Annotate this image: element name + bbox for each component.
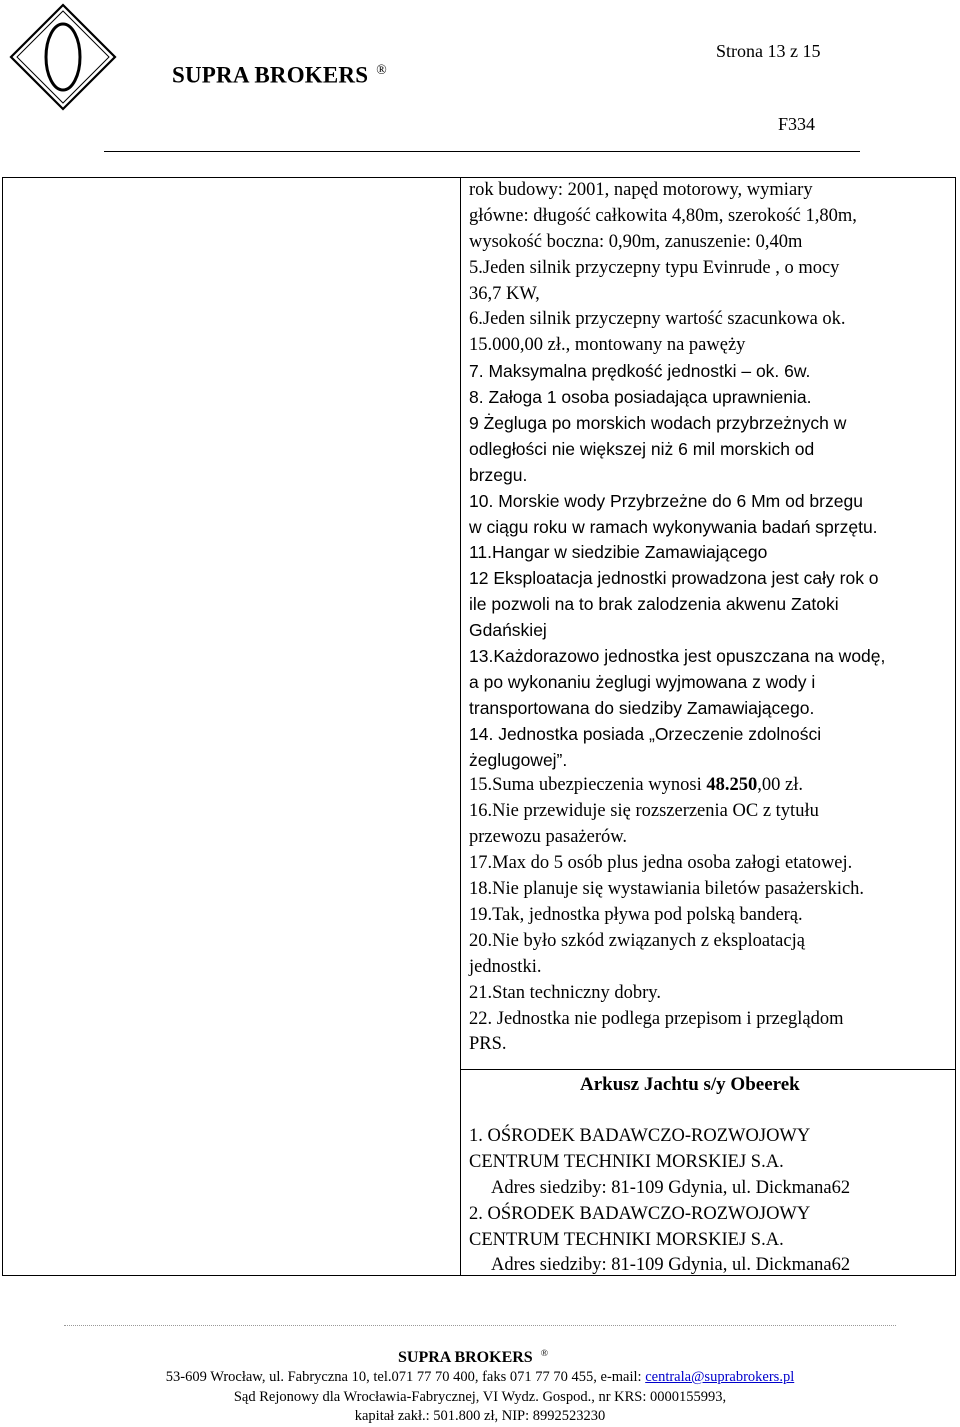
body-line-text: jednostki. bbox=[469, 956, 542, 977]
body-line-text: brzegu. bbox=[469, 464, 528, 485]
arkusz-line: Adres siedziby: 81-109 Gdynia, ul. Dickmana62 bbox=[491, 1177, 851, 1198]
body-line-text: a po wykonaniu żeglugi wyjmowana z wody i bbox=[469, 671, 816, 692]
table-column-divider bbox=[460, 177, 461, 1276]
body-line bbox=[469, 385, 949, 411]
body-line bbox=[469, 955, 949, 981]
body-line-text: 14. Jednostka posiada „Orzeczenie zdolności bbox=[469, 723, 822, 744]
body-line bbox=[469, 411, 949, 437]
body-line-text: 19.Tak, jednostka pływa pod polską banderą. bbox=[469, 904, 803, 925]
body-line bbox=[469, 230, 949, 256]
body-line-text: odległości nie większej niż 6 mil morskich od bbox=[469, 438, 815, 459]
table-row-divider bbox=[460, 1069, 956, 1070]
arkusz-line: CENTRUM TECHNIKI MORSKIEJ S.A. bbox=[469, 1151, 784, 1172]
body-line bbox=[469, 592, 949, 618]
registered-mark: ® bbox=[376, 62, 387, 77]
body-line bbox=[469, 722, 949, 748]
body-line bbox=[469, 851, 949, 877]
body-line-text: 6.Jeden silnik przyczepny wartość szacunkowa ok. bbox=[469, 309, 846, 330]
body-line-text: w ciągu roku w ramach wykonywania badań sprzętu. bbox=[469, 516, 878, 537]
body-line-text: wysokość boczna: 0,90m, zanuszenie: 0,40m bbox=[469, 231, 803, 252]
vessel-description bbox=[469, 178, 949, 1058]
body-line-text: żeglugowej”. bbox=[469, 749, 568, 770]
body-line-text: 16.Nie przewiduje się rozszerzenia OC z tytułu bbox=[469, 801, 819, 822]
body-line-text: 22. Jednostka nie podlega przepisom i przeglądom bbox=[469, 1008, 844, 1029]
page-number: Strona 13 z 15 bbox=[716, 41, 821, 61]
arkusz-line: CENTRUM TECHNIKI MORSKIEJ S.A. bbox=[469, 1229, 784, 1250]
body-line bbox=[469, 437, 949, 463]
body-line-text: 12 Eksploatacja jednostki prowadzona jest cały rok o bbox=[469, 568, 879, 589]
arkusz-title: Arkusz Jachtu s/y Obeerek bbox=[580, 1074, 800, 1095]
body-line bbox=[469, 618, 949, 644]
header-divider bbox=[104, 151, 860, 152]
footer-address-line: 53-609 Wrocław, ul. Fabryczna 10, tel.071 77 70 400, faks 071 77 70 455, e-mail: centrala@suprabrokers.pl bbox=[165, 1369, 795, 1385]
body-line-text: przewozu pasażerów. bbox=[469, 827, 628, 848]
body-line-text: rok budowy: 2001, napęd motorowy, wymiary bbox=[469, 180, 813, 200]
body-line-text: ile pozwoli na to brak zalodzenia akwenu Zatoki bbox=[469, 594, 839, 615]
body-line bbox=[469, 566, 949, 592]
body-line bbox=[469, 981, 949, 1007]
body-line bbox=[469, 359, 949, 385]
body-line bbox=[469, 748, 949, 774]
body-line bbox=[469, 670, 949, 696]
body-line-text: 9 Żegluga po morskich wodach przybrzeżnych w bbox=[469, 413, 847, 434]
body-line bbox=[469, 178, 949, 204]
body-line-text: PRS. bbox=[469, 1034, 507, 1055]
body-line-text: 11.Hangar w siedzibie Zamawiającego bbox=[469, 542, 768, 563]
email-link[interactable]: centrala@suprabrokers.pl bbox=[645, 1369, 795, 1385]
body-line-text: 8. Załoga 1 osoba posiadająca uprawnienia. bbox=[469, 387, 812, 408]
body-line-text: 36,7 KW, bbox=[469, 283, 540, 304]
body-line-text: 13.Każdorazowo jednostka jest opuszczana na wodę, bbox=[469, 646, 886, 667]
body-line-text: 7. Maksymalna prędkość jednostki – ok. 6w. bbox=[469, 361, 811, 382]
body-line-text: transportowana do siedziby Zamawiającego. bbox=[469, 697, 815, 718]
body-line bbox=[469, 204, 949, 230]
body-line bbox=[469, 773, 949, 799]
body-line-text: 21.Stan techniczny dobry. bbox=[469, 982, 661, 1003]
body-line bbox=[469, 307, 949, 333]
footer-divider bbox=[64, 1325, 896, 1326]
body-line-text: 10. Morskie wody Przybrzeżne do 6 Mm od brzegu bbox=[469, 490, 863, 511]
footer-registered-mark: ® bbox=[540, 1348, 548, 1359]
body-line bbox=[469, 256, 949, 282]
body-line bbox=[469, 644, 949, 670]
diamond-zero-logo-icon bbox=[8, 2, 118, 112]
body-line-text: 15.Suma ubezpieczenia wynosi bbox=[469, 775, 707, 796]
body-line bbox=[469, 1032, 949, 1058]
body-line-text: 17.Max do 5 osób plus jedna osoba załogi etatowej. bbox=[469, 853, 853, 874]
arkusz-line: 2. OŚRODEK BADAWCZO-ROZWOJOWY bbox=[469, 1203, 811, 1224]
sum-insured-value: 48.250 bbox=[706, 775, 758, 796]
footer-court-line: Sąd Rejonowy dla Wrocławia-Fabrycznej, VI Wydz. Gospod., nr KRS: 0000155993, bbox=[233, 1388, 727, 1405]
body-line-text: główne: długość całkowita 4,80m, szerokość 1,80m, bbox=[469, 205, 857, 226]
footer-capital-line: kapitał zakł.: 501.800 zł, NIP: 8992523230 bbox=[354, 1408, 606, 1424]
body-line bbox=[469, 877, 949, 903]
body-line bbox=[469, 489, 949, 515]
body-line bbox=[469, 1007, 949, 1033]
body-line bbox=[469, 825, 949, 851]
body-line-text: Gdańskiej bbox=[469, 620, 547, 641]
body-line bbox=[469, 333, 949, 359]
body-line bbox=[469, 696, 949, 722]
arkusz-line: 1. OŚRODEK BADAWCZO-ROZWOJOWY bbox=[469, 1126, 811, 1146]
body-line bbox=[469, 903, 949, 929]
body-line-text: 5.Jeden silnik przyczepny typu Evinrude , o mocy bbox=[469, 257, 840, 278]
footer-contact bbox=[0, 1368, 960, 1427]
body-line bbox=[469, 540, 949, 566]
body-line bbox=[469, 515, 949, 541]
arkusz-line: Adres siedziby: 81-109 Gdynia, ul. Dickmana62 bbox=[491, 1255, 851, 1276]
body-line bbox=[469, 799, 949, 825]
body-line bbox=[469, 929, 949, 955]
document-code: F334 bbox=[778, 114, 816, 134]
body-line-text: 15.000,00 zł., montowany na pawęży bbox=[469, 335, 746, 356]
body-line-text: 20.Nie było szkód związanych z eksploatacją bbox=[469, 930, 805, 951]
brand-name: SUPRA BROKERS ® bbox=[172, 62, 387, 88]
body-line-text: 18.Nie planuje się wystawiania biletów pasażerskich. bbox=[469, 879, 865, 900]
body-line-suffix: ,00 zł. bbox=[757, 775, 803, 796]
arkusz-owners bbox=[469, 1124, 949, 1279]
footer-brand: SUPRA BROKERS ® bbox=[398, 1348, 548, 1366]
body-line bbox=[469, 282, 949, 308]
body-line bbox=[469, 463, 949, 489]
